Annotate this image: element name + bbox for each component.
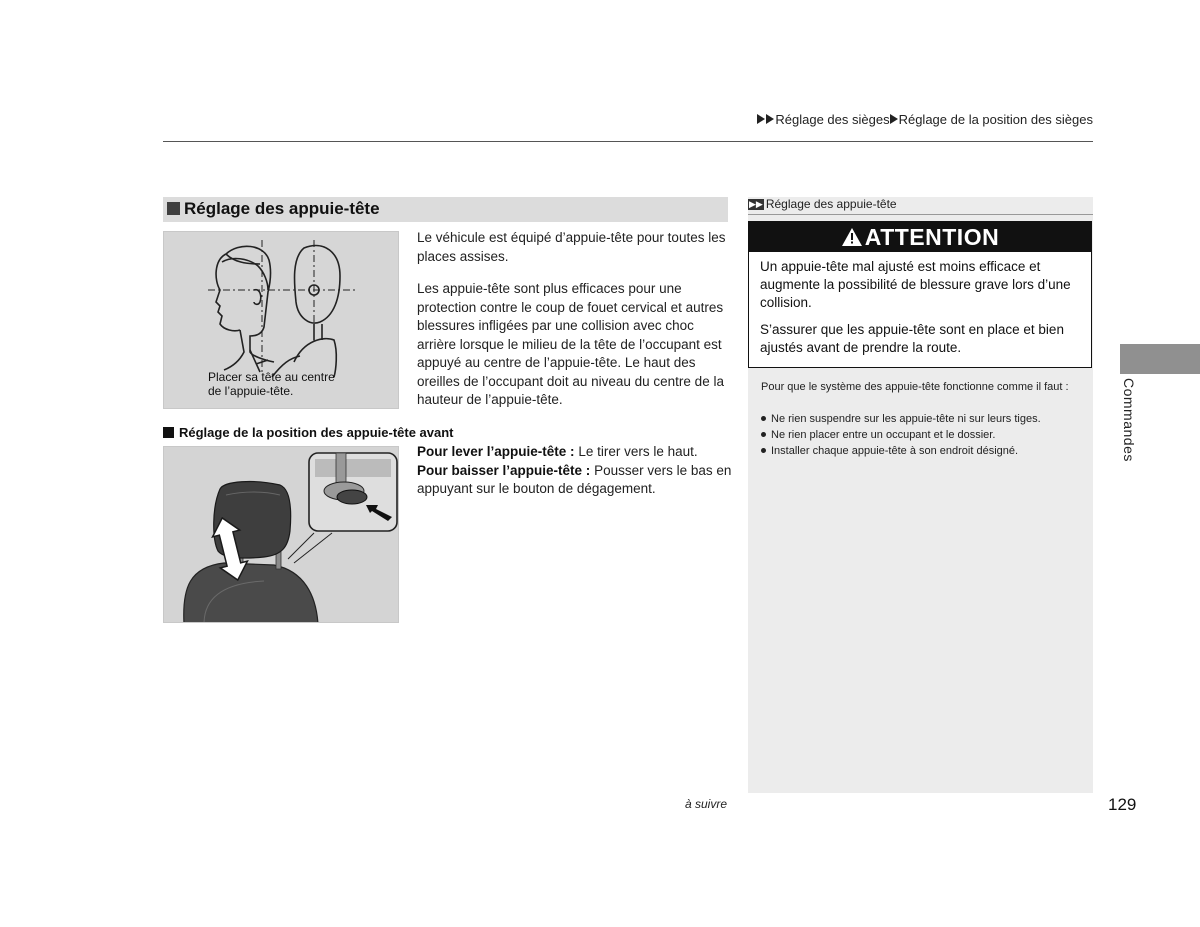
triangle-right-icon: [890, 114, 898, 124]
subsection-heading: [163, 425, 454, 440]
triangle-right-icon: [766, 114, 774, 124]
list-item-text: Ne rien placer entre un occupant et le dossier.: [771, 429, 996, 441]
breadcrumb: [600, 112, 1093, 127]
triangle-right-icon: [757, 114, 765, 124]
warning-icon: [841, 227, 863, 247]
figure-caption: [208, 370, 335, 398]
head-position-illustration: [163, 231, 399, 409]
subsection-title: Réglage de la position des appuie-tête avant: [179, 425, 454, 440]
attention-text-2: S’assurer que les appuie-tête sont en place et bien ajustés avant de prendre la route.: [760, 322, 1064, 355]
attention-box: [748, 221, 1092, 368]
raise-text: Le tirer vers le haut.: [578, 444, 698, 459]
subsection-square-icon: [163, 427, 174, 438]
header-divider: [163, 141, 1093, 142]
bullet-icon: [761, 448, 766, 453]
attention-header: [749, 222, 1091, 252]
sidebar-intro: Pour que le système des appuie-tête fonctionne comme il faut :: [761, 381, 1069, 393]
list-item: [761, 444, 1086, 460]
continued-note: à suivre: [685, 797, 728, 811]
paragraph-protection: Les appuie-tête sont plus efficaces pour une protection contre le coup de fouet cervical et autres blessures infligées par une collision avec choc arrière lorsque le milieu de la tête de l’occupant est appuyé au centre de l’appuie-tête. Le haut des oreilles de l’occupant doit au niveau du centre de la hauteur de l’appuie-tête.: [417, 281, 724, 407]
list-item-text: Ne rien suspendre sur les appuie-tête ni sur leurs tiges.: [771, 413, 1041, 425]
double-arrow-icon: ▶▶: [749, 199, 763, 209]
lower-label: Pour baisser l’appuie-tête :: [417, 462, 591, 478]
chapter-tab-label: [1113, 378, 1143, 468]
headrest-adjust-illustration: [163, 446, 399, 623]
attention-title: ATTENTION: [864, 224, 1000, 250]
list-item-text: Installer chaque appuie-tête à son endroit désigné.: [771, 445, 1019, 457]
headrest-seat-drawing: [164, 447, 399, 623]
sidebar-reference-title: Réglage des appuie-tête: [765, 197, 897, 211]
chapter-tab-text: Commandes: [1121, 378, 1137, 462]
breadcrumb-subsection[interactable]: Réglage de la position des sièges: [898, 112, 1093, 127]
lower-text: Pousser vers le bas en appuyant sur le bouton de dégagement.: [417, 462, 732, 496]
attention-text-1: Un appuie-tête mal ajusté est moins efficace et augmente la possibilité de blessure grave lors d’une collision.: [760, 259, 1071, 310]
adjust-instructions: [417, 443, 732, 499]
section-header: [163, 197, 728, 222]
paragraph-intro: Le véhicule est équipé d’appuie-tête pour toutes les places assises.: [417, 230, 726, 264]
sidebar-reference[interactable]: [748, 197, 1093, 215]
caption-line-2: de l’appuie-tête.: [208, 384, 294, 398]
raise-instruction: [417, 443, 732, 462]
list-item: [761, 428, 1086, 444]
section-square-icon: [167, 202, 180, 215]
raise-label: Pour lever l’appuie-tête :: [417, 444, 575, 459]
lower-instruction: [417, 462, 732, 499]
list-item: [761, 412, 1086, 428]
section-title: Réglage des appuie-tête: [184, 199, 380, 218]
breadcrumb-section[interactable]: Réglage des sièges: [775, 112, 890, 127]
bullet-icon: [761, 416, 766, 421]
caption-line-1: Placer sa tête au centre: [208, 370, 335, 384]
page-number: 129: [1108, 795, 1137, 814]
chapter-tab[interactable]: [1120, 344, 1200, 374]
bullet-icon: [761, 432, 766, 437]
